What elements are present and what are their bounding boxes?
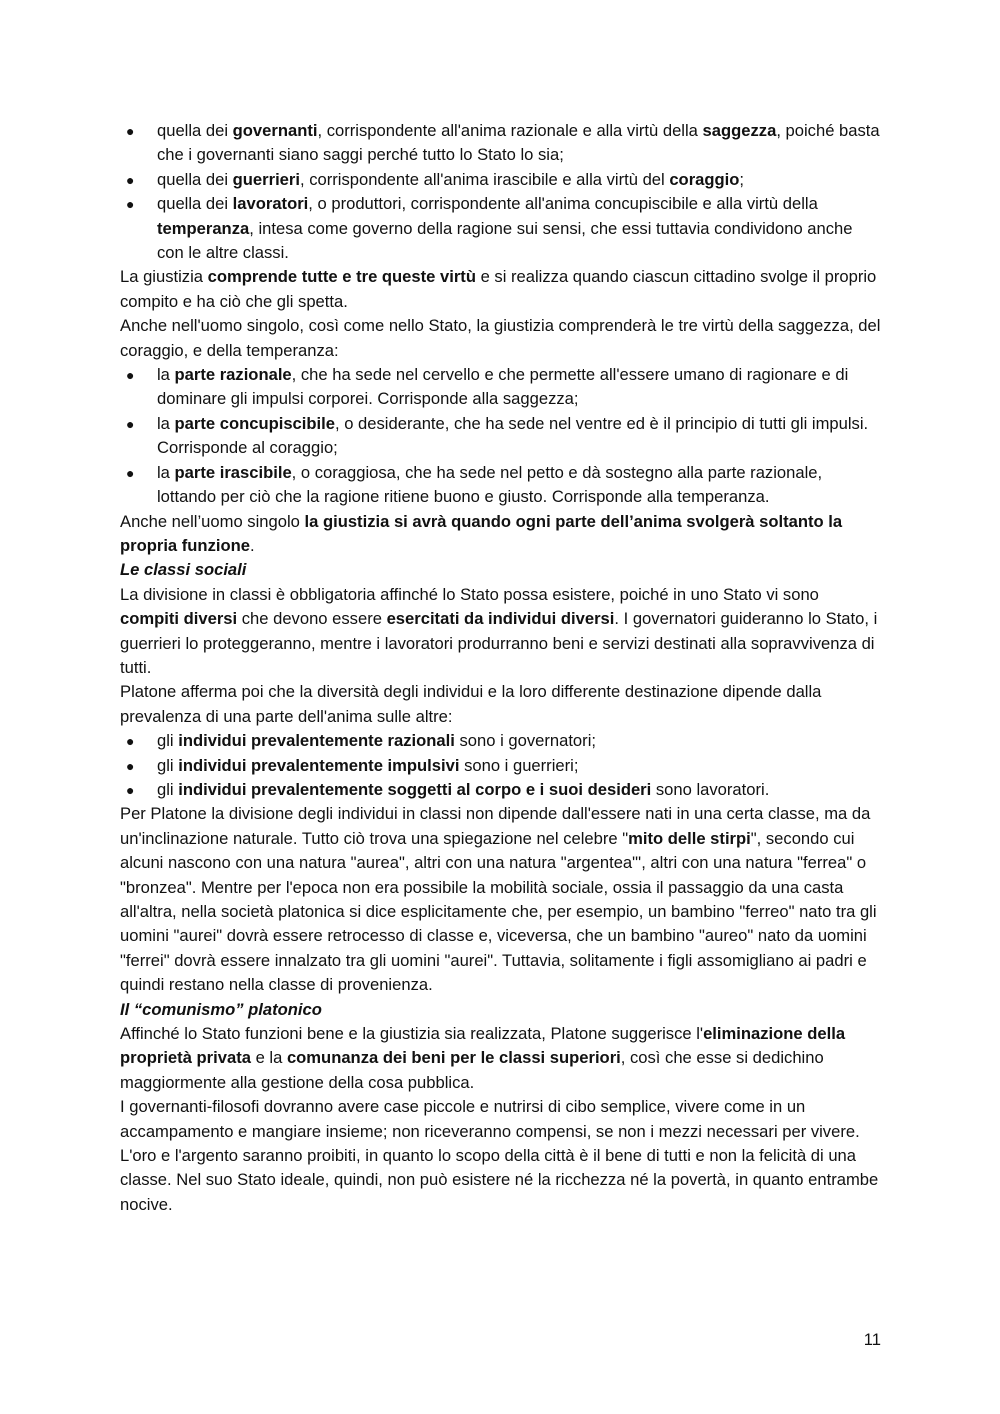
paragraph: Affinché lo Stato funzioni bene e la giustizia sia realizzata, Platone suggerisce l'eliminazione della proprietà privata e la comunanza dei beni per le classi superiori, così che esse si dedichino maggiormente alla gestione della cosa pubblica.: [120, 1024, 846, 1092]
bullet-icon: ●: [126, 415, 135, 432]
bullet-icon: ●: [126, 733, 135, 750]
paragraph: I governanti-filosofi dovranno avere case piccole e nutrirsi di cibo semplice, vivere come in un accampamento e mangiare insieme; non riceveranno compensi, se non i mezzi necessari per vivere. L'oro e l'argento saranno proibiti, in quanto lo scopo della città è il bene di tutti e non la felicità di una classe. Nel suo Stato ideale, quindi, non può esistere né la ricchezza né la povertà, in quanto entrambe nocive.: [120, 1097, 879, 1214]
list-item: ● gli individui prevalentemente razionali sono i governatori;: [120, 729, 882, 753]
paragraph: Anche nell’uomo singolo la giustizia si avrà quando ogni parte dell’anima svolgerà soltanto la propria funzione.: [120, 511, 843, 555]
list-item: ● quella dei governanti, corrispondente all'anima razionale e alla virtù della saggezza, poiché basta che i governanti siano saggi perché tutto lo Stato lo sia;: [126, 121, 880, 165]
list-item: ● gli individui prevalentemente impulsivi sono i guerrieri;: [120, 754, 882, 778]
page-number: 11: [863, 1330, 881, 1349]
list-item: ● la parte concupiscibile, o desiderante, che ha sede nel ventre ed è il principio di tutti gli impulsi. Corrisponde al coraggio;: [126, 413, 869, 458]
paragraph: Per Platone la divisione degli individui in classi non dipende dall'essere nati in una certa classe, ma da un'inclinazione naturale. Tutto ciò trova una spiegazione nel celebre "mito delle stirpi", secondo cui alcuni nascono con una natura "aurea", altri con una natura "argentea"', altri con una natura "ferrea" o "bronzea". Mentre per l'epoca non era possibile la mobilità sociale, ossia il passaggio da una casta all'altra, nella società platonica si dice esplicitamente che, per esempio, un bambino "ferreo" nato tra gli uomini "aurei" dovrà essere retrocesso di classe e, viceversa, che un bambino "aureo" nato da uomini "ferrei" dovrà essere innalzato tra gli uomini "aurei". Tuttavia, solitamente i figli assomigliano ai padri e quindi restano nella classe di provenienza.: [120, 804, 877, 995]
individuals-list: [120, 729, 882, 802]
list-item: ● gli individui prevalentemente soggetti al corpo e i suoi desideri sono lavoratori.: [120, 778, 882, 802]
page-body: [120, 119, 882, 1217]
list-item: ● quella dei guerrieri, corrispondente all'anima irascibile e alla virtù del coraggio;: [120, 168, 882, 192]
classes-virtues-list: [120, 119, 882, 265]
list-item: ● la parte irascibile, o coraggiosa, che ha sede nel petto e dà sostegno alla parte razionale, lottando per ciò che la ragione ritiene buono e giusto. Corrisponde alla temperanza.: [126, 462, 823, 507]
bullet-icon: ●: [126, 196, 135, 213]
soul-parts-list: [120, 363, 882, 509]
list-item: ● la parte razionale, che ha sede nel cervello e che permette all'essere umano di ragionare e di dominare gli impulsi corporei. Corrisponde alla saggezza;: [126, 365, 849, 409]
bullet-icon: ●: [126, 757, 135, 774]
paragraph: La giustizia comprende tutte e tre queste virtù e si realizza quando ciascun cittadino svolge il proprio compito e ha ciò che gli spetta.: [120, 267, 877, 311]
list-item: ● quella dei lavoratori, o produttori, corrispondente all'anima concupiscibile e alla virtù della temperanza, intesa come governo della ragione sui sensi, che essi tuttavia condividono anche con le altre classi.: [126, 194, 853, 263]
paragraph: Platone afferma poi che la diversità degli individui e la loro differente destinazione dipende dalla prevalenza di una parte dell'anima sulle altre:: [120, 682, 822, 726]
bullet-icon: ●: [126, 464, 135, 481]
bullet-icon: ●: [126, 367, 135, 384]
section-heading: Il “comunismo” platonico: [120, 999, 322, 1019]
section-heading: Le classi sociali: [120, 560, 247, 580]
bullet-icon: ●: [126, 171, 135, 188]
paragraph: Anche nell'uomo singolo, così come nello Stato, la giustizia comprenderà le tre virtù della saggezza, del coraggio, e della temperanza:: [120, 316, 881, 360]
bullet-icon: ●: [126, 781, 135, 798]
paragraph: La divisione in classi è obbligatoria affinché lo Stato possa esistere, poiché in uno Stato vi sono compiti diversi che devono essere esercitati da individui diversi. I governatori guideranno lo Stato, i guerrieri lo proteggeranno, mentre i lavoratori produrranno beni e servizi destinati alla sopravvivenza di tutti.: [120, 584, 878, 677]
bullet-icon: ●: [126, 123, 135, 139]
